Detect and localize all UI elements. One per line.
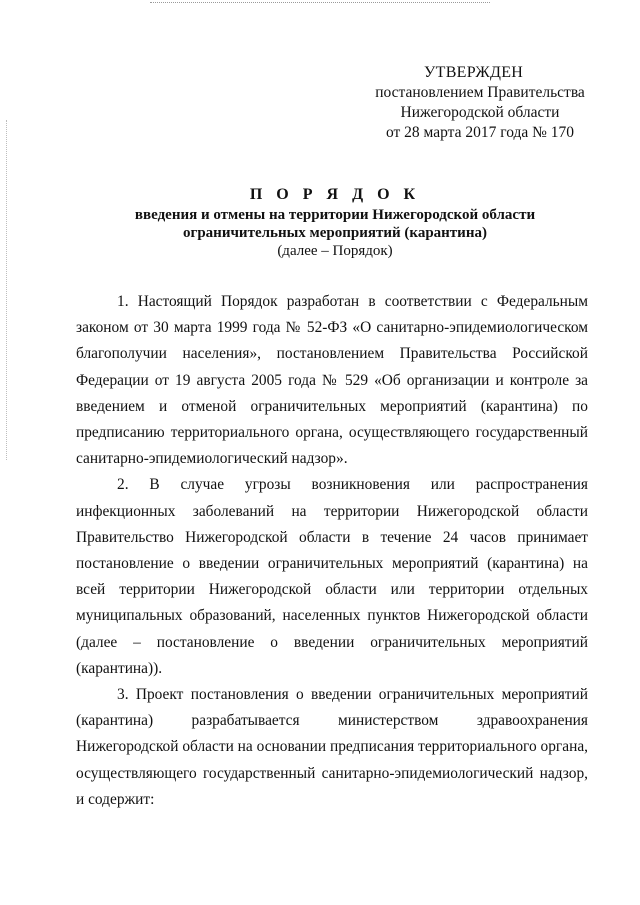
title-heading: П О Р Я Д О К bbox=[249, 186, 421, 203]
scan-edge-left bbox=[6, 120, 7, 460]
approval-stamp bbox=[350, 63, 610, 143]
title-note: (далее – Порядок) bbox=[277, 243, 393, 259]
document-title bbox=[70, 186, 600, 260]
approval-line-2: Нижегородской области bbox=[400, 104, 560, 121]
title-subtitle-2: ограничительных мероприятий (карантина) bbox=[183, 225, 487, 241]
paragraph-3: 3. Проект постановления о введении ограничительных мероприятий (карантина) разрабатывается министерством здравоохранения Нижегородской области на основании предписания территориального органа, осуществляющего государственный санитарно-эпидемиологический надзор, и содержит: bbox=[76, 686, 588, 808]
title-subtitle-1: введения и отмены на территории Нижегородской области bbox=[134, 207, 536, 223]
approval-word: УТВЕРЖДЕН bbox=[424, 64, 524, 81]
approval-line-1: постановлением Правительства bbox=[375, 84, 585, 101]
approval-line-3: от 28 марта 2017 года № 170 bbox=[385, 124, 575, 141]
paragraph-1: 1. Настоящий Порядок разработан в соответствии с Федеральным законом от 30 марта 1999 года № 52-ФЗ «О санитарно-эпидемиологическом благополучии населения», постановлением Правительства Российской Федерации от 19 августа 2005 года № 529 «Об организации и контроле за введением и отменой ограничительных мероприятий (карантина) по предписанию территориального органа, осуществляющего государственный санитарно-эпидемиологический надзор». bbox=[76, 293, 588, 468]
document-body bbox=[76, 289, 588, 813]
scan-edge-top bbox=[150, 2, 490, 3]
paragraph-2: 2. В случае угрозы возникновения или распространения инфекционных заболеваний на территории Нижегородской области Правительство Нижегородской области в течение 24 часов принимает постановление о введении ограничительных мероприятий (карантина) на всей территории Нижегородской области или территории отдельных муниципальных образований, населенных пунктов Нижегородской области (далее – постановление о введении ограничительных мероприятий (карантина)). bbox=[76, 476, 588, 677]
